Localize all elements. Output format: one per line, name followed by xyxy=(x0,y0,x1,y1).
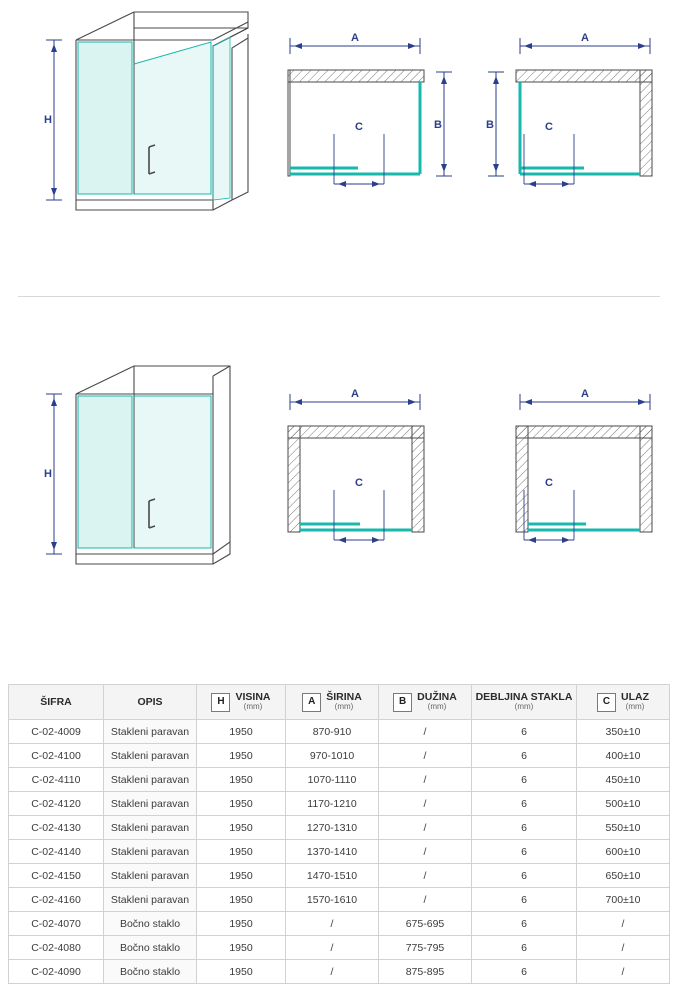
col-header-sifra xyxy=(9,685,104,720)
svg-text:A: A xyxy=(351,388,359,400)
cell-sirina: 970-1010 xyxy=(286,744,379,768)
cell-sirina: / xyxy=(286,936,379,960)
cell-debljina: 6 xyxy=(472,888,577,912)
cell-sifra: C-02-4070 xyxy=(9,912,104,936)
col-header-visina-unit: (mm) xyxy=(243,702,263,712)
col-header-ulaz xyxy=(577,685,670,720)
table-row xyxy=(9,912,670,936)
cell-duzina: / xyxy=(379,744,472,768)
cell-sirina: / xyxy=(286,960,379,984)
cell-opis: Stakleni paravan xyxy=(104,888,197,912)
cell-visina: 1950 xyxy=(197,840,286,864)
badge-h-icon: H xyxy=(211,693,230,712)
cell-debljina: 6 xyxy=(472,936,577,960)
col-header-sifra-label: ŠIFRA xyxy=(40,695,72,708)
cell-visina: 1950 xyxy=(197,888,286,912)
svg-text:B: B xyxy=(434,119,442,131)
cell-visina: 1950 xyxy=(197,720,286,744)
svg-text:A: A xyxy=(581,32,589,44)
cell-sifra: C-02-4090 xyxy=(9,960,104,984)
cell-debljina: 6 xyxy=(472,912,577,936)
cell-opis: Stakleni paravan xyxy=(104,720,197,744)
cell-debljina: 6 xyxy=(472,768,577,792)
cell-sifra: C-02-4100 xyxy=(9,744,104,768)
cell-ulaz: 650±10 xyxy=(577,864,670,888)
cell-opis: Stakleni paravan xyxy=(104,864,197,888)
cell-sifra: C-02-4080 xyxy=(9,936,104,960)
col-header-sirina xyxy=(286,685,379,720)
spec-table xyxy=(8,684,670,984)
cell-ulaz: 400±10 xyxy=(577,744,670,768)
cell-visina: 1950 xyxy=(197,816,286,840)
cell-ulaz: 500±10 xyxy=(577,792,670,816)
cell-visina: 1950 xyxy=(197,912,286,936)
cell-sirina: 1270-1310 xyxy=(286,816,379,840)
col-header-debljina-label: DEBLJINA STAKLA xyxy=(475,690,573,703)
svg-text:C: C xyxy=(355,121,363,133)
cell-ulaz: 550±10 xyxy=(577,816,670,840)
cell-visina: 1950 xyxy=(197,792,286,816)
plan-view-top-left-hand xyxy=(272,24,462,204)
badge-c-icon: C xyxy=(597,693,616,712)
col-header-debljina-unit: (mm) xyxy=(514,702,534,712)
svg-text:C: C xyxy=(355,477,363,489)
svg-text:A: A xyxy=(351,32,359,44)
cell-opis: Bočno staklo xyxy=(104,912,197,936)
cell-duzina: 675-695 xyxy=(379,912,472,936)
cell-sifra: C-02-4160 xyxy=(9,888,104,912)
cell-sirina: / xyxy=(286,912,379,936)
cell-visina: 1950 xyxy=(197,960,286,984)
cell-ulaz: 600±10 xyxy=(577,840,670,864)
cell-debljina: 6 xyxy=(472,960,577,984)
col-header-ulaz-label: ULAZ xyxy=(621,690,649,703)
col-header-sirina-label: ŠIRINA xyxy=(326,690,362,703)
cell-opis: Stakleni paravan xyxy=(104,768,197,792)
cell-opis: Stakleni paravan xyxy=(104,744,197,768)
col-header-visina xyxy=(197,685,286,720)
table-row xyxy=(9,888,670,912)
svg-text:H: H xyxy=(44,468,52,480)
cell-debljina: 6 xyxy=(472,864,577,888)
table-row xyxy=(9,864,670,888)
cell-ulaz: 450±10 xyxy=(577,768,670,792)
cell-duzina: / xyxy=(379,864,472,888)
col-header-visina-label: VISINA xyxy=(235,690,271,703)
col-header-opis-label: OPIS xyxy=(137,695,163,708)
cell-opis: Stakleni paravan xyxy=(104,840,197,864)
cell-sirina: 1570-1610 xyxy=(286,888,379,912)
cell-duzina: 875-895 xyxy=(379,960,472,984)
cell-duzina: / xyxy=(379,816,472,840)
table-body xyxy=(9,720,670,984)
cell-ulaz: 700±10 xyxy=(577,888,670,912)
cell-visina: 1950 xyxy=(197,936,286,960)
cell-ulaz: / xyxy=(577,960,670,984)
table-row xyxy=(9,816,670,840)
cell-debljina: 6 xyxy=(472,816,577,840)
table-row xyxy=(9,792,670,816)
badge-a-icon: A xyxy=(302,693,321,712)
cell-sirina: 1170-1210 xyxy=(286,792,379,816)
svg-text:H: H xyxy=(44,114,52,126)
col-header-duzina xyxy=(379,685,472,720)
svg-text:C: C xyxy=(545,477,553,489)
perspective-view-top xyxy=(16,4,266,254)
cell-sifra: C-02-4150 xyxy=(9,864,104,888)
cell-sifra: C-02-4110 xyxy=(9,768,104,792)
col-header-opis xyxy=(104,685,197,720)
section-divider xyxy=(18,296,660,297)
cell-duzina: 775-795 xyxy=(379,936,472,960)
cell-opis: Bočno staklo xyxy=(104,936,197,960)
table-header-row xyxy=(9,685,670,720)
cell-opis: Bočno staklo xyxy=(104,960,197,984)
cell-opis: Stakleni paravan xyxy=(104,816,197,840)
svg-text:A: A xyxy=(581,388,589,400)
plan-view-bottom-right-hand xyxy=(480,380,670,560)
cell-debljina: 6 xyxy=(472,792,577,816)
cell-sifra: C-02-4130 xyxy=(9,816,104,840)
cell-visina: 1950 xyxy=(197,768,286,792)
cell-sirina: 1070-1110 xyxy=(286,768,379,792)
svg-text:B: B xyxy=(486,119,494,131)
table-row xyxy=(9,768,670,792)
table-row xyxy=(9,960,670,984)
table-row xyxy=(9,720,670,744)
badge-b-icon: B xyxy=(393,693,412,712)
cell-duzina: / xyxy=(379,720,472,744)
col-header-sirina-unit: (mm) xyxy=(334,702,354,712)
col-header-duzina-unit: (mm) xyxy=(427,702,447,712)
cell-sifra: C-02-4140 xyxy=(9,840,104,864)
table-row xyxy=(9,840,670,864)
cell-sirina: 870-910 xyxy=(286,720,379,744)
plan-view-bottom-left-hand xyxy=(272,380,462,560)
cell-duzina: / xyxy=(379,792,472,816)
cell-debljina: 6 xyxy=(472,840,577,864)
plan-view-top-right-hand xyxy=(480,24,670,204)
cell-ulaz: / xyxy=(577,936,670,960)
cell-duzina: / xyxy=(379,840,472,864)
table-row xyxy=(9,744,670,768)
cell-sifra: C-02-4120 xyxy=(9,792,104,816)
cell-ulaz: 350±10 xyxy=(577,720,670,744)
cell-sirina: 1470-1510 xyxy=(286,864,379,888)
specification-table xyxy=(8,684,670,984)
svg-text:C: C xyxy=(545,121,553,133)
cell-sifra: C-02-4009 xyxy=(9,720,104,744)
cell-visina: 1950 xyxy=(197,744,286,768)
cell-debljina: 6 xyxy=(472,744,577,768)
cell-duzina: / xyxy=(379,888,472,912)
table-row xyxy=(9,936,670,960)
col-header-debljina-stakla xyxy=(472,685,577,720)
cell-debljina: 6 xyxy=(472,720,577,744)
cell-sirina: 1370-1410 xyxy=(286,840,379,864)
cell-duzina: / xyxy=(379,768,472,792)
cell-visina: 1950 xyxy=(197,864,286,888)
cell-ulaz: / xyxy=(577,912,670,936)
perspective-view-bottom xyxy=(16,328,266,588)
col-header-duzina-label: DUŽINA xyxy=(417,690,457,703)
col-header-ulaz-unit: (mm) xyxy=(625,702,645,712)
cell-opis: Stakleni paravan xyxy=(104,792,197,816)
